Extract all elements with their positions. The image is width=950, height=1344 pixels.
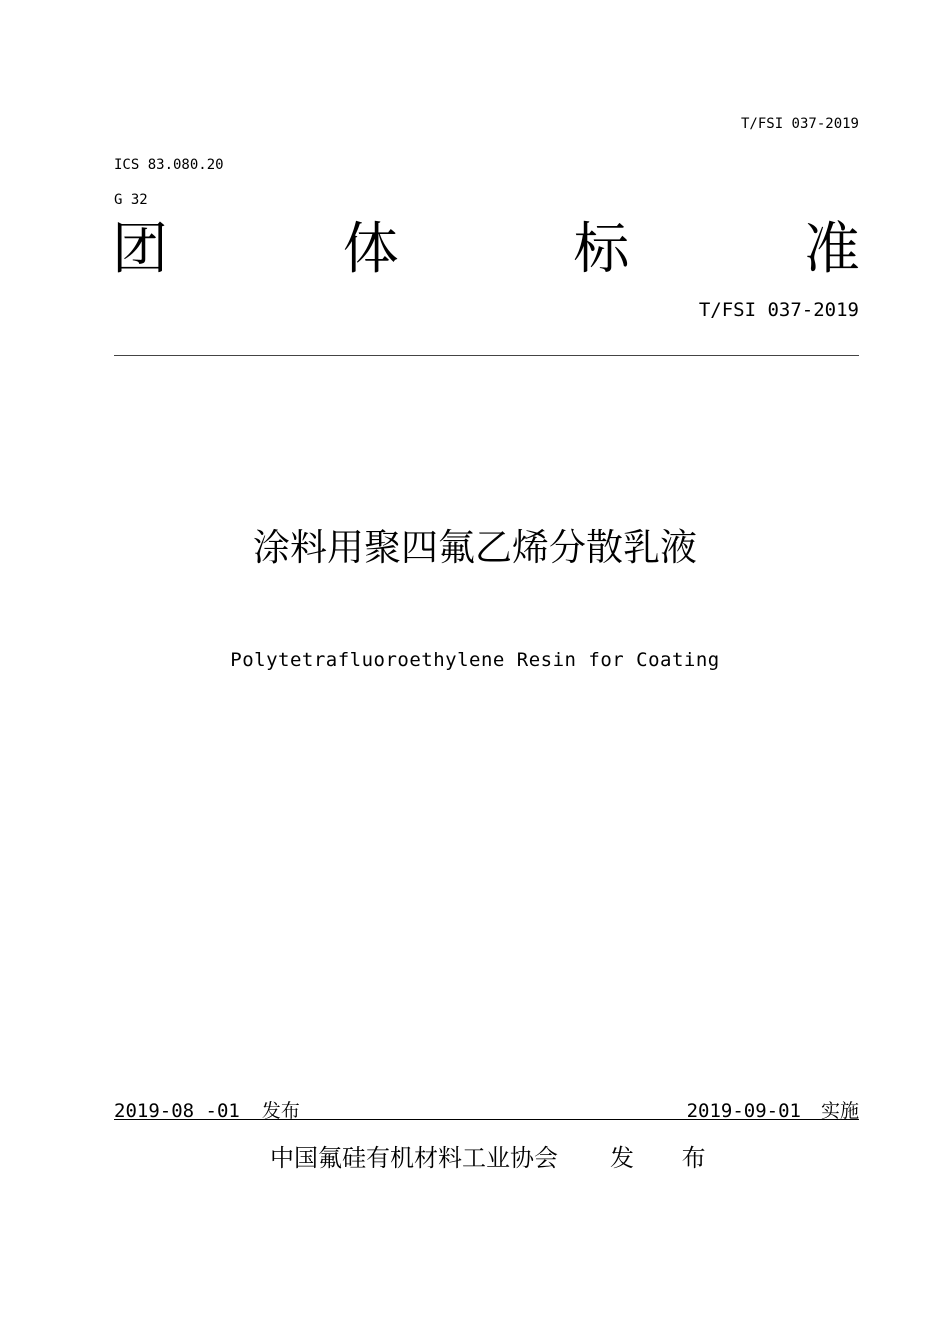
publisher-line xyxy=(270,1142,726,1174)
issue-label: 发布 xyxy=(261,1100,300,1122)
ccs-code: G 32 xyxy=(114,192,148,208)
standard-type-heading xyxy=(112,216,860,284)
standard-number: T/FSI 037-2019 xyxy=(698,299,859,321)
implement-date: 2019-09-01 xyxy=(686,1100,801,1122)
standard-type-char: 准 xyxy=(803,217,860,282)
document-title-english: Polytetrafluoroethylene Resin for Coating xyxy=(230,649,720,671)
standard-type-char: 团 xyxy=(112,217,168,282)
document-title-chinese: 涂料用聚四氟乙烯分散乳液 xyxy=(253,526,697,569)
issue-date: 2019-08 -01 xyxy=(114,1100,240,1122)
footer-divider xyxy=(114,1119,859,1120)
publish-label: 发 布 xyxy=(610,1144,726,1172)
standard-type-char: 标 xyxy=(573,217,630,282)
implement-label: 实施 xyxy=(820,1100,859,1122)
standard-type-char: 体 xyxy=(342,217,399,282)
standard-code-top: T/FSI 037-2019 xyxy=(740,116,859,132)
ics-code: ICS 83.080.20 xyxy=(114,157,224,173)
header-divider xyxy=(114,355,859,356)
publisher-name: 中国氟硅有机材料工业协会 xyxy=(270,1144,558,1172)
